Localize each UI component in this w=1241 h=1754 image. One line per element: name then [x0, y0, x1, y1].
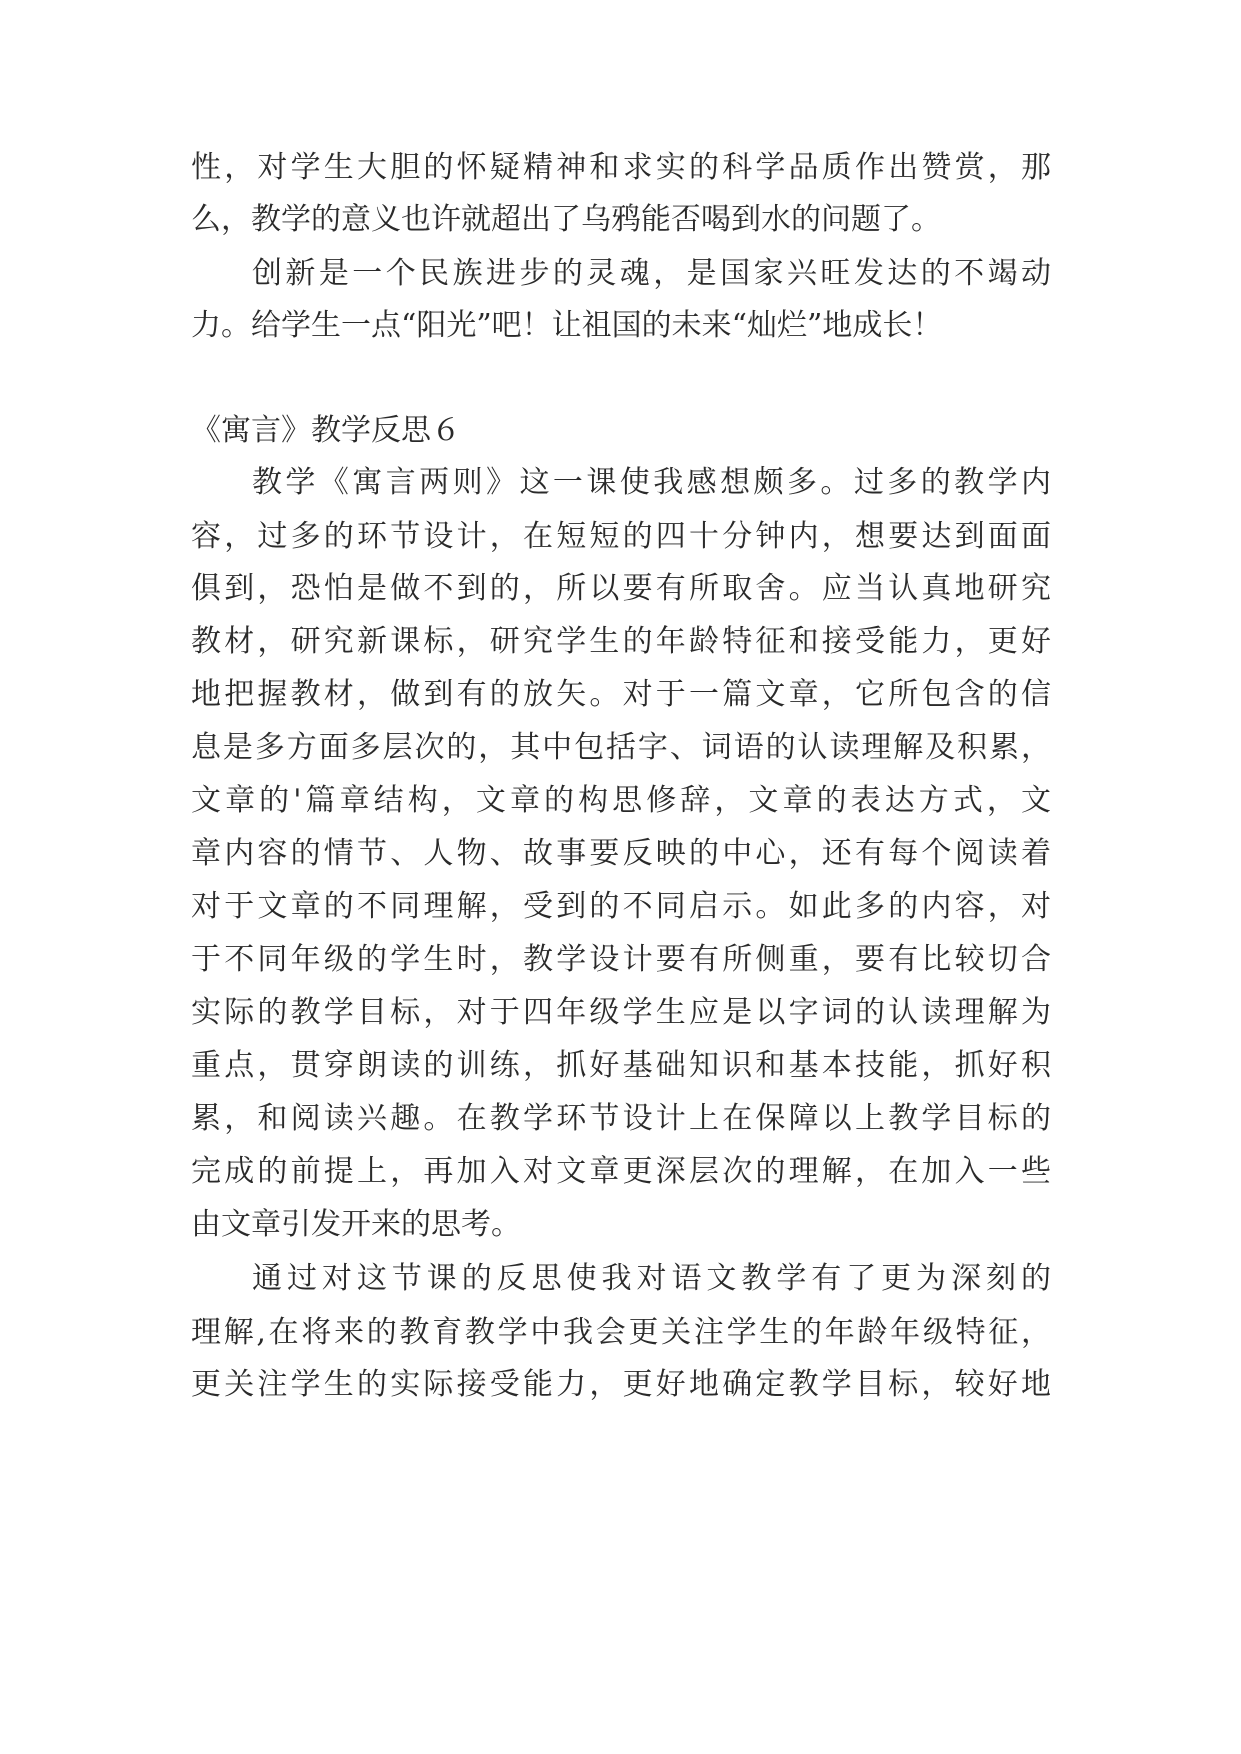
- paragraph-3-line-2: 容，过多的环节设计，在短短的四十分钟内，想要达到面面: [191, 519, 1051, 554]
- paragraph-3-line-10: 于不同年级的学生时，教学设计要有所侧重，要有比较切合: [191, 942, 1051, 977]
- paragraph-3-line-5: 地把握教材，做到有的放矢。对于一篇文章，它所包含的信: [191, 677, 1051, 712]
- paragraph-3-line-3: 俱到，恐怕是做不到的，所以要有所取舍。应当认真地研究: [191, 571, 1051, 606]
- paragraph-3-line-8: 章内容的情节、人物、故事要反映的中心，还有每个阅读着: [191, 836, 1051, 871]
- paragraph-4-line-3: 更关注学生的实际接受能力，更好地确定教学目标，较好地: [191, 1367, 1051, 1402]
- paragraph-1-line-2: 么，教学的意义也许就超出了乌鸦能否喝到水的问题了。: [191, 202, 941, 237]
- paragraph-4-line-2: 理解,在将来的教育教学中我会更关注学生的年龄年级特征，: [191, 1315, 1051, 1350]
- paragraph-3-line-12: 重点，贯穿朗读的训练，抓好基础知识和基本技能，抓好积: [191, 1048, 1051, 1083]
- paragraph-3-line-15: 由文章引发开来的思考。: [191, 1207, 521, 1242]
- paragraph-3-line-14: 完成的前提上，再加入对文章更深层次的理解，在加入一些: [191, 1154, 1051, 1189]
- paragraph-3-line-6: 息是多方面多层次的，其中包括字、词语的认读理解及积累，: [191, 730, 1051, 765]
- paragraph-4-line-1: 通过对这节课的反思使我对语文教学有了更为深刻的: [252, 1261, 1051, 1296]
- paragraph-3-line-11: 实际的教学目标，对于四年级学生应是以字词的认读理解为: [191, 995, 1051, 1030]
- paragraph-3-line-7: 文章的'篇章结构，文章的构思修辞，文章的表达方式，文: [191, 783, 1051, 818]
- section-title: 《寓言》教学反思６: [191, 413, 461, 448]
- paragraph-3-line-1: 教学《寓言两则》这一课使我感想颇多。过多的教学内: [252, 465, 1051, 500]
- paragraph-3-line-9: 对于文章的不同理解，受到的不同启示。如此多的内容，对: [191, 889, 1051, 924]
- paragraph-2-line-1: 创新是一个民族进步的灵魂，是国家兴旺发达的不竭动: [252, 256, 1051, 291]
- paragraph-3-line-4: 教材，研究新课标，研究学生的年龄特征和接受能力，更好: [191, 624, 1051, 659]
- paragraph-2-line-2: 力。给学生一点“阳光”吧！让祖国的未来“灿烂”地成长！: [191, 308, 943, 343]
- paragraph-1-line-1: 性，对学生大胆的怀疑精神和求实的科学品质作出赞赏，那: [191, 150, 1051, 185]
- paragraph-3-line-13: 累，和阅读兴趣。在教学环节设计上在保障以上教学目标的: [191, 1101, 1051, 1136]
